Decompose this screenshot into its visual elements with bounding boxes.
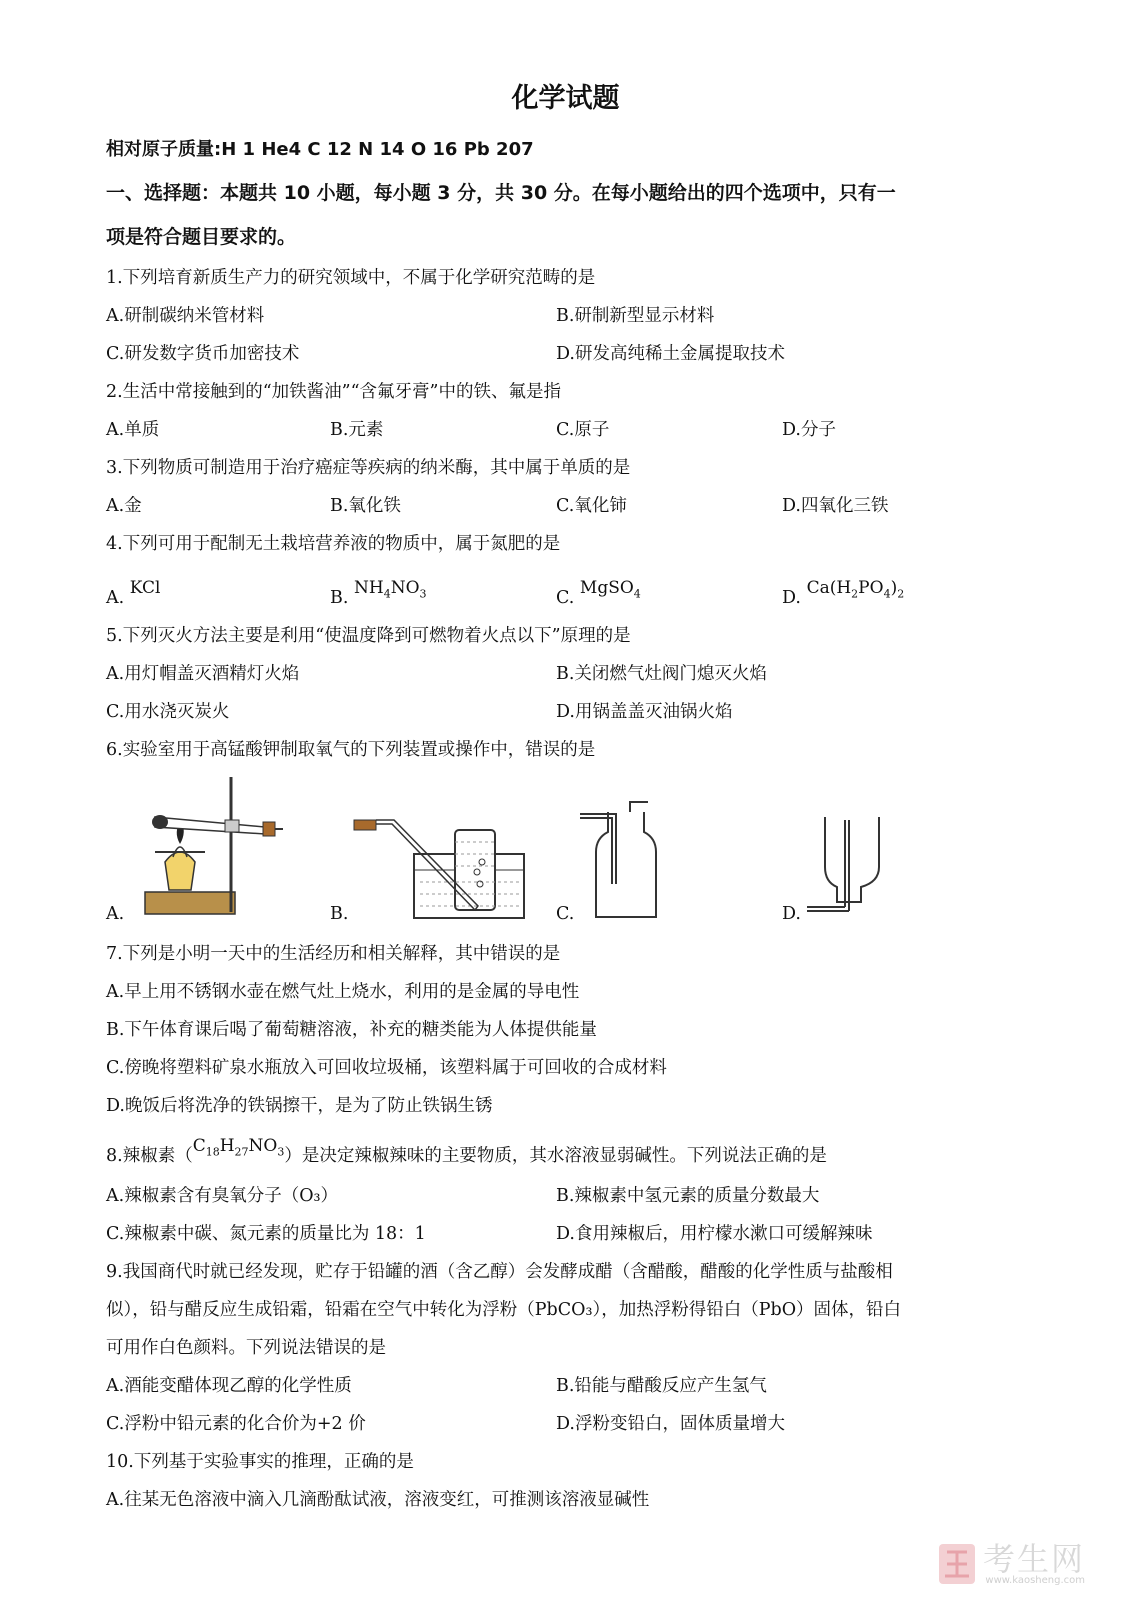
- q4-formula-c: MgSO$_4$: [579, 578, 641, 601]
- apparatus-c-gas-bottle: [578, 772, 668, 922]
- watermark-logo-icon: [937, 1542, 977, 1586]
- q7-stem: 7.下列是小明一天中的生活经历和相关解释，其中错误的是: [106, 944, 561, 964]
- q5-option-c: C.用水浇灭炭火: [106, 702, 230, 722]
- q3-stem: 3.下列物质可制造用于治疗癌症等疾病的纳米酶，其中属于单质的是: [106, 458, 631, 478]
- apparatus-b-collection: [350, 772, 530, 922]
- q6-option-c: C.: [556, 904, 575, 924]
- q2-option-a: A.单质: [106, 420, 160, 440]
- q5-option-a: A.用灯帽盖灭酒精灯火焰: [106, 664, 300, 684]
- apparatus-d-inverted-bottle: [805, 772, 895, 922]
- q7-option-b: B.下午体育课后喝了葡萄糖溶液，补充的糖类能为人体提供能量: [106, 1020, 597, 1040]
- q7-option-c: C.傍晚将塑料矿泉水瓶放入可回收垃圾桶，该塑料属于可回收的合成材料: [106, 1058, 667, 1078]
- q8-stem: [106, 1136, 827, 1168]
- watermark-text: 考生网: [982, 1539, 1085, 1578]
- q3-option-d: D.四氧化三铁: [782, 496, 889, 516]
- q9-option-c: C.浮粉中铅元素的化合价为+2 价: [106, 1414, 366, 1434]
- q1-stem: 1.下列培育新质生产力的研究领域中，不属于化学研究范畴的是: [106, 268, 596, 288]
- q9-option-a: A.酒能变醋体现乙醇的化学性质: [106, 1376, 352, 1396]
- q9-option-d: D.浮粉变铅白，固体质量增大: [556, 1414, 785, 1434]
- q5-option-d: D.用锅盖盖灭油锅火焰: [556, 702, 733, 722]
- atomic-mass: [106, 135, 534, 161]
- q2-option-c: C.原子: [556, 420, 610, 440]
- q3-option-c: C.氧化铈: [556, 496, 627, 516]
- q4-option-c-label: C.: [556, 588, 575, 608]
- q6-stem: 6.实验室用于高锰酸钾制取氧气的下列装置或操作中，错误的是: [106, 740, 596, 760]
- q4-option-a-label: A.: [106, 588, 125, 608]
- q6-option-a: A.: [106, 904, 125, 924]
- section1-heading-line2: 项是符合题目要求的。: [106, 226, 297, 248]
- q8-option-c: C.辣椒素中碳、氮元素的质量比为 18：1: [106, 1224, 426, 1244]
- q3-option-a: A.金: [106, 496, 142, 516]
- atomic-mass-text: 相对原子质量:H 1 He4 C 12 N 14 O 16 Pb 207: [106, 139, 534, 160]
- q2-stem: 2.生活中常接触到的“加铁酱油”“含氟牙膏”中的铁、氟是指: [106, 382, 561, 402]
- q1-option-b: B.研制新型显示材料: [556, 306, 715, 326]
- q7-option-d: D.晚饭后将洗净的铁锅擦干，是为了防止铁锅生锈: [106, 1096, 493, 1116]
- q8-stem-post: ）是决定辣椒辣味的主要物质，其水溶液显弱碱性。下列说法正确的是: [284, 1146, 827, 1166]
- q4-stem: 4.下列可用于配制无土栽培营养液的物质中，属于氮肥的是: [106, 534, 561, 554]
- q2-option-b: B.元素: [330, 420, 384, 440]
- q8-option-a: A.辣椒素含有臭氧分子（O₃）: [106, 1186, 339, 1206]
- q4-option-b: [330, 578, 427, 610]
- q9-option-b: B.铅能与醋酸反应产生氢气: [556, 1376, 767, 1396]
- q10-option-a: A.往某无色溶液中滴入几滴酚酞试液，溶液变红，可推测该溶液显碱性: [106, 1490, 650, 1510]
- q6-option-d: D.: [782, 904, 801, 924]
- q8-stem-pre: 8.辣椒素（: [106, 1146, 193, 1166]
- apparatus-a-heating: [125, 772, 285, 922]
- page-title: 化学试题: [511, 83, 620, 114]
- watermark-url: www.kaosheng.com: [985, 1574, 1085, 1586]
- q6-option-b: B.: [330, 904, 349, 924]
- q9-stem-line2: 似），铅与醋反应生成铅霜，铅霜在空气中转化为浮粉（PbCO₃），加热浮粉得铅白（PbO）固体，铅白: [106, 1300, 902, 1320]
- q4-formula-d: $Ca(H_2PO_4)_2$: [806, 578, 905, 601]
- q4-option-c: [556, 578, 641, 610]
- q4-formula-a: KCl: [129, 578, 161, 598]
- section1-heading-line1: 一、选择题：本题共 10 小题，每小题 3 分，共 30 分。在每小题给出的四个选项中，只有一: [106, 182, 896, 204]
- q8-formula: $C_{18}H_{27}NO_3$: [192, 1136, 285, 1159]
- q1-option-d: D.研发高纯稀土金属提取技术: [556, 344, 785, 364]
- q7-option-a: A.早上用不锈钢水壶在燃气灶上烧水，利用的是金属的导电性: [106, 982, 580, 1002]
- q8-option-d: D.食用辣椒后，用柠檬水漱口可缓解辣味: [556, 1224, 873, 1244]
- q1-option-a: A.研制碳纳米管材料: [106, 306, 265, 326]
- q5-option-b: B.关闭燃气灶阀门熄灭火焰: [556, 664, 767, 684]
- q4-option-a: [106, 578, 161, 608]
- q9-stem-line1: 9.我国商代时就已经发现，贮存于铅罐的酒（含乙醇）会发酵成醋（含醋酸，醋酸的化学性质与盐酸相: [106, 1262, 893, 1282]
- q4-option-d-label: D.: [782, 588, 801, 608]
- watermark: [937, 1539, 1085, 1586]
- q2-option-d: D.分子: [782, 420, 836, 440]
- q9-stem-line3: 可用作白色颜料。下列说法错误的是: [106, 1338, 386, 1358]
- q4-option-d: [782, 578, 905, 610]
- q5-stem: 5.下列灭火方法主要是利用“使温度降到可燃物着火点以下”原理的是: [106, 626, 631, 646]
- q3-option-b: B.氧化铁: [330, 496, 401, 516]
- q8-option-b: B.辣椒素中氢元素的质量分数最大: [556, 1186, 820, 1206]
- q4-formula-b: $NH_4NO_3$: [354, 578, 427, 601]
- q1-option-c: C.研发数字货币加密技术: [106, 344, 300, 364]
- q4-option-b-label: B.: [330, 588, 349, 608]
- q10-stem: 10.下列基于实验事实的推理，正确的是: [106, 1452, 414, 1472]
